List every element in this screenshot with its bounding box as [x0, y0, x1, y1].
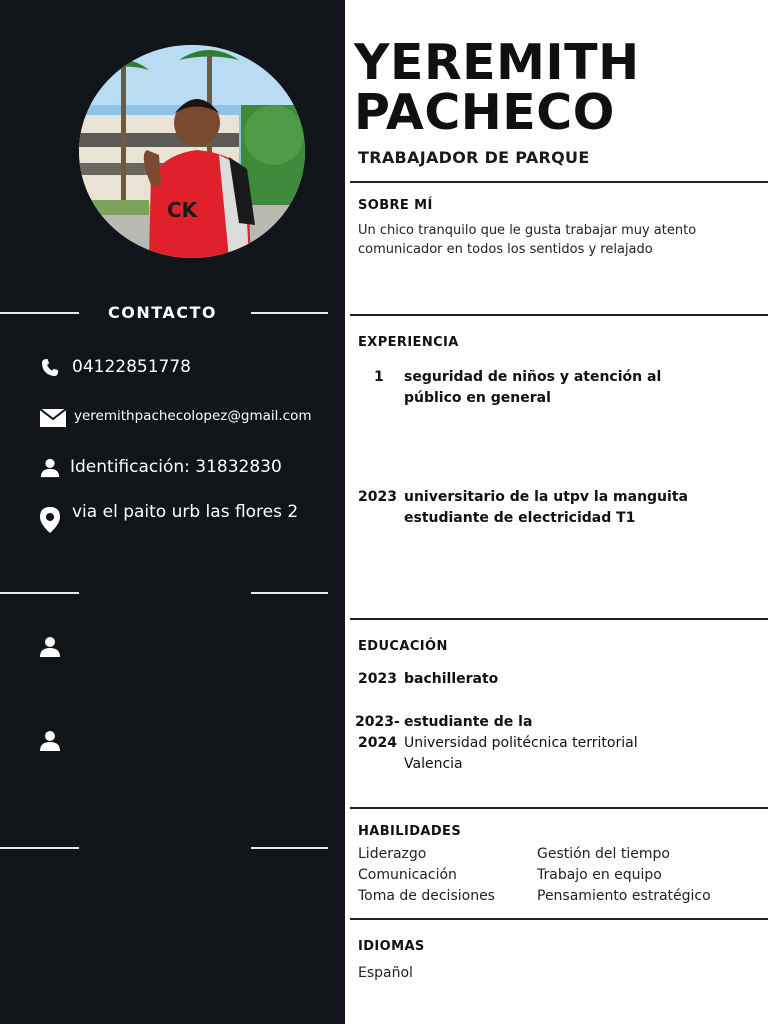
education-year-end: 2024 — [358, 735, 397, 751]
section-divider — [350, 618, 768, 620]
user-icon — [38, 456, 62, 480]
address-text: via el paito urb las flores 2 — [72, 502, 299, 522]
skills-list — [358, 845, 758, 905]
email-address: yeremithpachecolopez@gmail.com — [74, 408, 312, 424]
education-year: 2023 — [358, 671, 397, 687]
phone-icon — [38, 356, 62, 380]
skill-item: Gestión del tiempo — [537, 846, 670, 862]
language-item: Español — [358, 965, 413, 981]
location-pin-icon — [38, 506, 62, 534]
identification-number: Identificación: 31832830 — [70, 457, 282, 477]
user-icon — [38, 729, 62, 757]
contact-id — [0, 455, 345, 481]
contact-divider-left — [0, 312, 79, 314]
experience-year: 2023 — [358, 489, 397, 505]
section-divider — [350, 807, 768, 809]
email-icon — [40, 408, 66, 428]
experience-line: público en general — [404, 390, 551, 406]
contact-address — [0, 502, 345, 534]
phone-number: 04122851778 — [72, 357, 191, 377]
user-icon — [38, 635, 62, 663]
experience-description — [404, 487, 688, 529]
section-divider — [350, 918, 768, 920]
education-line: Valencia — [404, 756, 463, 772]
sidebar — [0, 0, 345, 1024]
contact-email[interactable] — [0, 406, 345, 430]
about-text — [358, 221, 696, 259]
experience-year: 1 — [374, 369, 384, 385]
section-divider — [350, 314, 768, 316]
skill-item: Comunicación — [358, 867, 457, 883]
sidebar-divider-right-3 — [251, 847, 328, 849]
experience-description — [404, 367, 661, 409]
education-line: bachillerato — [404, 671, 499, 687]
skills-heading: HABILIDADES — [358, 824, 462, 839]
experience-line: universitario de la utpv la manguita — [404, 489, 688, 505]
experience-line: seguridad de niños y atención al — [404, 369, 662, 385]
sidebar-divider-left-3 — [0, 847, 79, 849]
contact-heading: CONTACTO — [107, 303, 218, 322]
skill-item: Trabajo en equipo — [537, 867, 662, 883]
education-description — [404, 669, 498, 690]
education-description — [404, 712, 638, 775]
profile-photo — [79, 45, 305, 258]
skill-item: Liderazgo — [358, 846, 427, 862]
education-line: Universidad politécnica territorial — [404, 735, 638, 751]
about-line-1: Un chico tranquilo que le gusta trabajar muy atento — [358, 223, 697, 238]
person-name — [354, 34, 640, 141]
experience-line: estudiante de electricidad T1 — [404, 510, 636, 526]
name-line-2: PACHECO — [354, 84, 615, 141]
name-line-1: YEREMITH — [354, 34, 640, 91]
sidebar-divider-left-2 — [0, 592, 79, 594]
about-line-2: comunicador en todos los sentidos y relajado — [358, 242, 653, 257]
job-title: TRABAJADOR DE PARQUE — [358, 148, 590, 167]
languages-heading: IDIOMAS — [358, 939, 425, 954]
education-year — [355, 712, 400, 754]
contact-phone[interactable] — [0, 355, 345, 381]
education-line: estudiante de la — [404, 714, 533, 730]
education-heading: EDUCACIÓN — [358, 639, 448, 654]
experience-heading: EXPERIENCIA — [358, 335, 459, 350]
contact-divider-right — [251, 312, 328, 314]
about-heading: SOBRE MÍ — [358, 198, 433, 213]
section-divider — [350, 181, 768, 183]
sidebar-divider-right-2 — [251, 592, 328, 594]
main-content — [345, 0, 768, 1024]
skill-item: Pensamiento estratégico — [537, 888, 711, 904]
education-year-start: 2023- — [355, 714, 400, 730]
svg-text:CK: CK — [167, 198, 198, 222]
skill-item: Toma de decisiones — [358, 888, 495, 904]
